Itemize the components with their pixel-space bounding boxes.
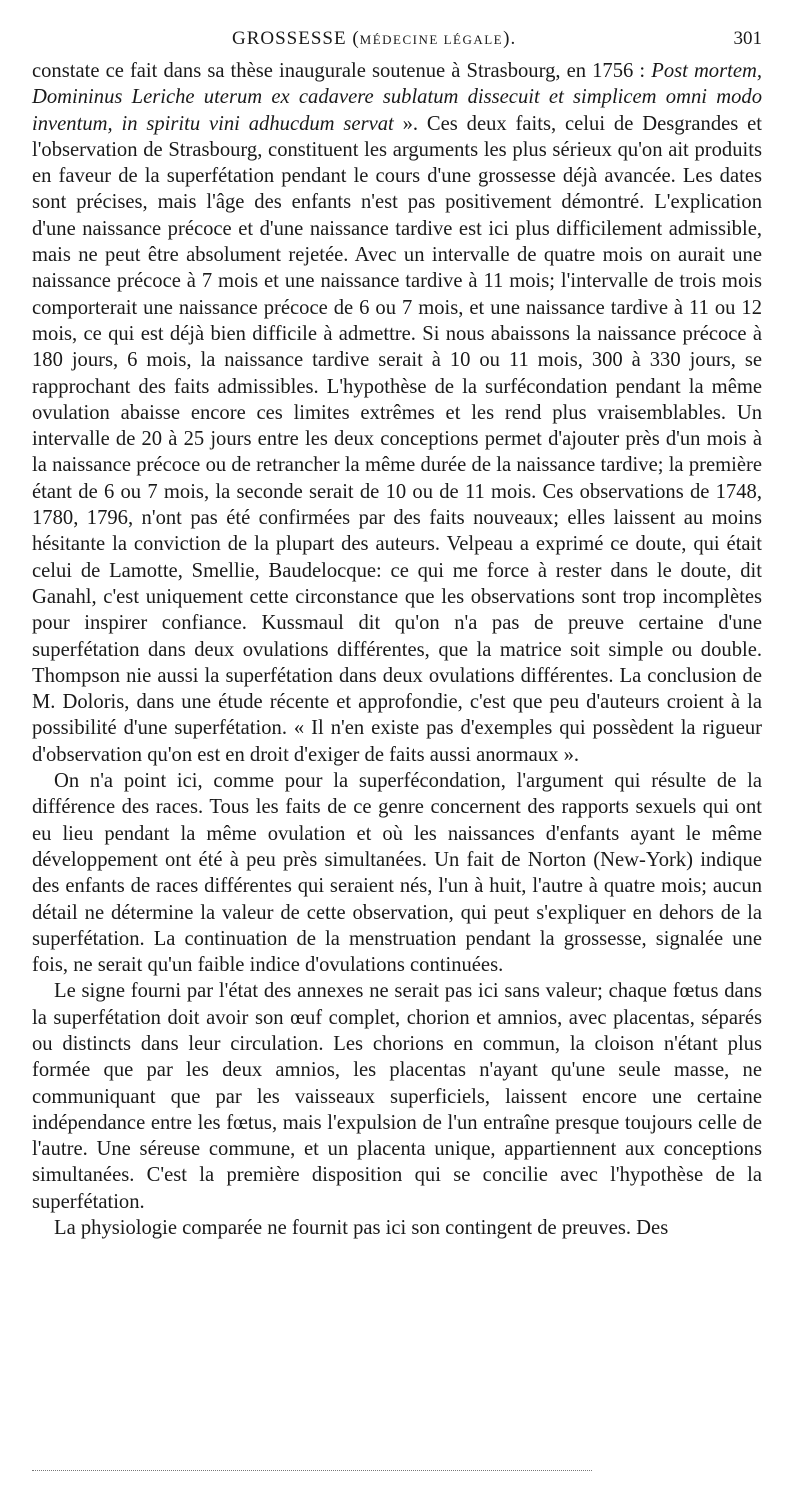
paragraph-text: La physiologie comparée ne fournit pas ici son contingent de preuves. Des [54, 1217, 669, 1240]
paragraph [32, 58, 762, 768]
paragraph [32, 1215, 762, 1241]
paragraph-text: constate ce fait dans sa thèse inaugurale soutenue à Strasbourg, en 1756 : [32, 60, 652, 82]
running-title-subtitle: MÉDECINE LÉGALE [359, 32, 504, 47]
paragraph-text: ». Ces deux faits, celui de Desgrandes et l'observation de Strasbourg, constituent les arguments les plus sérieux qu'on ait produits en faveur de la superfétation pendant le cours d'une grossesse déjà avancée. Les dates sont précises, mais l'âge des enfants n'est pas positivement démontré. L'explication d'une naissance précoce et d'une naissance tardive est ici plus difficilement admissible, mais ne peut être absolument rejetée. Avec un intervalle de quatre mois on aurait une naissance précoce à 7 mois et une naissance tardive à 11 mois; l'intervalle de trois mois comporterait une naissance précoce de 6 ou 7 mois, et une naissance tardive à 11 ou 12 mois, ce qui est déjà bien difficile à admettre. Si nous abaissons la naissance précoce à 180 jours, 6 mois, la naissance tardive serait à 10 ou 11 mois, 300 à 330 jours, se rapprochant des faits admissibles. L'hypothèse de la surfécondation pendant la même ovulation abaisse encore ces limites extrêmes et les rend plus vraisemblables. Un intervalle de 20 à 25 jours entre les deux conceptions permet d'ajouter près d'un mois à la naissance précoce ou de retrancher la même durée de la naissance tardive; la première étant de 6 ou 7 mois, la seconde serait de 10 ou de 11 mois. Ces observations de 1748, 1780, 1796, n'ont pas été confirmées par des faits nouveaux; elles laissent au moins hésitante la conviction de la plupart des auteurs. Velpeau a exprimé ce doute, qui était celui de Lamotte, Smellie, Baudelocque: ce qui me force à rester dans le doute, dit Ganahl, c'est uniquement cette circonstance que les observations sont trop incomplètes pour inspirer confiance. Kussmaul dit qu'on n'a pas de preuve certaine d'une superfétation dans deux ovulations différentes, que la matrice soit simple ou double. Thompson nie aussi la superfétation dans deux ovulations différentes. La conclusion de M. Doloris, dans une étude récente et approfondie, c'est que peu d'auteurs croient à la possibilité d'une superfétation. « Il n'en existe pas d'exemples qui possèdent la rigueur d'observation qu'on est en droit d'exiger de faits aussi anormaux ». [32, 112, 762, 766]
paragraph-text: Le signe fourni par l'état des annexes ne serait pas ici sans valeur; chaque fœtus dans la superfétation doit avoir son œuf complet, chorion et amnios, avec placentas, séparés ou distincts dans leur circulation. Les chorions en commun, la cloison n'étant plus formée que par les deux amnios, les placentas n'ayant qu'une seule masse, ne communiquant que par les vaisseaux superficiels, laissent encore une certaine indépendance entre les fœtus, mais l'expulsion de l'un entraîne presque toujours celle de l'autre. Une séreuse commune, et un placenta unique, appartiennent aux conceptions simultanées. C'est la première disposition qui se concilie avec l'hypothèse de la superfétation. [32, 980, 762, 1213]
paragraph [32, 978, 762, 1215]
running-title-end: ). [503, 28, 517, 49]
footer-rule [32, 1470, 592, 1471]
latin-quotation: Post mortem, Domininus Leriche uterum ex cadavere sublatum dissecuit et simplicem omni modo inventum, in spiritu vini adhucdum servat [32, 60, 763, 135]
running-title-main: GROSSESSE ( [232, 28, 360, 49]
body-text [32, 58, 762, 1241]
paragraph [32, 768, 762, 978]
page-header [32, 20, 762, 50]
running-title [232, 28, 516, 50]
paragraph-text: On n'a point ici, comme pour la superfécondation, l'argument qui résulte de la différence des races. Tous les faits de ce genre concernent des rapports sexuels qui ont eu lieu pendant la même ovulation et où les naissances d'enfants ayant le même développement ont été à peu près simultanées. Un fait de Norton (New-York) indique des enfants de races différentes qui seraient nés, l'un à huit, l'autre à quatre mois; aucun détail ne détermine la valeur de cette observation, qui peut s'expliquer en dehors de la superfétation. La continuation de la menstruation pendant la grossesse, signalée une fois, ne serait qu'un faible indice d'ovulations continuées. [32, 770, 762, 977]
page-number: 301 [733, 28, 762, 49]
